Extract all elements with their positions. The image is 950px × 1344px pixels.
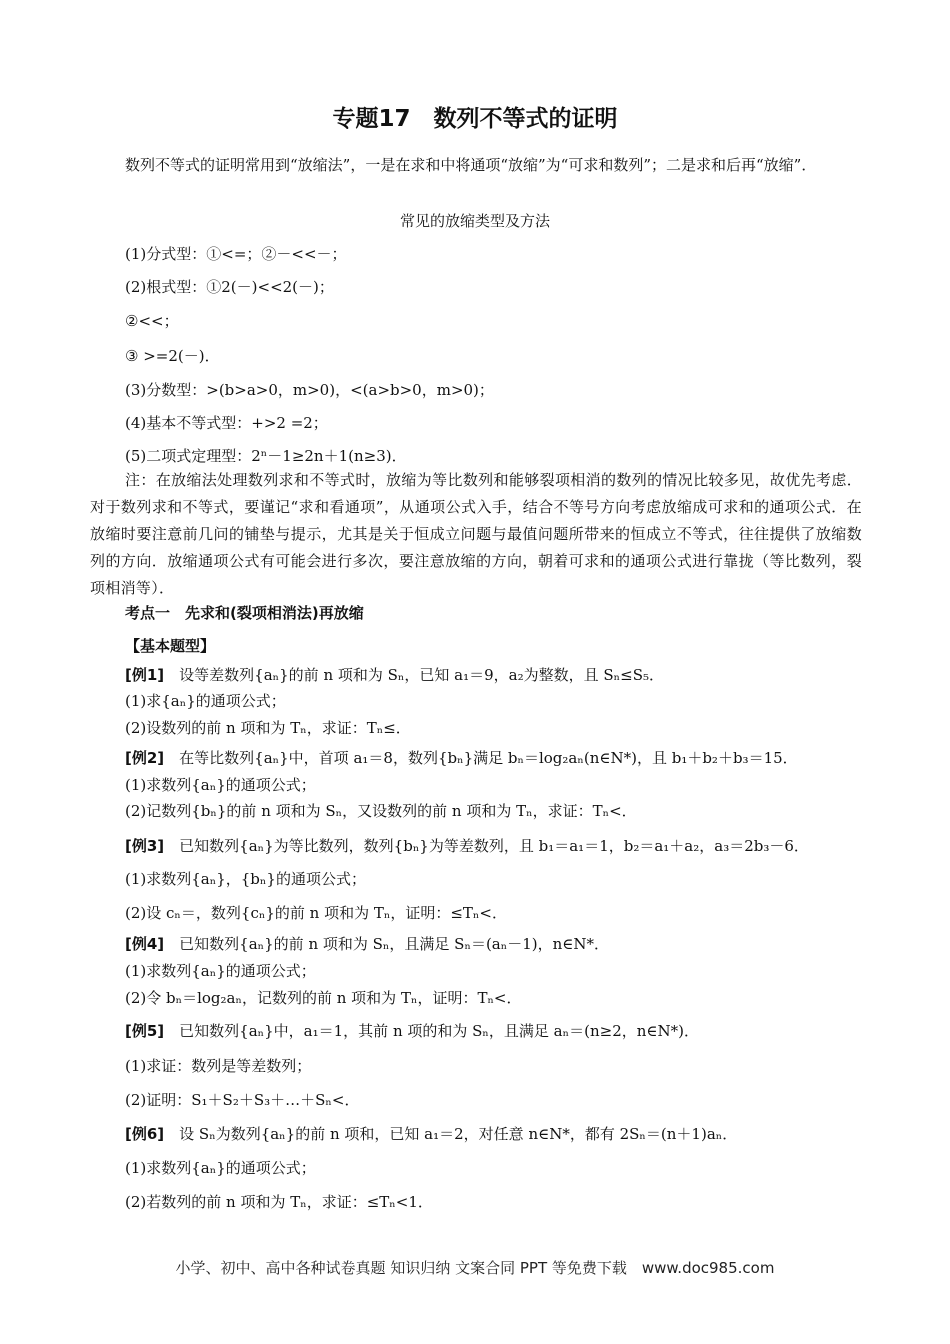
example-part: (2)若数列的前 n 项和为 Tₙ，求证：≤Tₙ<1． [125, 1193, 433, 1211]
example-text: 设等差数列{aₙ}的前 n 项和为 Sₙ，已知 a₁＝9，a₂为整数，且 Sₙ≤S₅． [164, 666, 665, 684]
example-3 [125, 836, 809, 856]
example-text: 已知数列{aₙ}中，a₁＝1，其前 n 项的和为 Sₙ，且满足 aₙ＝(n≥2，n∈N*)． [164, 1022, 699, 1040]
example-part: (2)令 bₙ＝log₂aₙ，记数列的前 n 项和为 Tₙ，证明：Tₙ<． [125, 989, 522, 1007]
example-part: (1)求数列{aₙ}的通项公式； [125, 776, 316, 794]
example-2 [125, 748, 798, 768]
type-item: (3)分数型：>(b>a>0，m>0)，<(a>b>0，m>0)； [125, 381, 494, 399]
type-item: ③ >=2(－)． [125, 347, 220, 365]
example-text: 设 Sₙ为数列{aₙ}的前 n 项和，已知 a₁＝2，对任意 n∈N*，都有 2Sₙ＝(n＋1)aₙ． [164, 1125, 738, 1143]
example-part: (1)求{aₙ}的通项公式； [125, 692, 286, 710]
example-part: (1)求数列{aₙ}的通项公式； [125, 1159, 316, 1177]
example-label: [例2] [125, 749, 165, 767]
type-item: (5)二项式定理型：2ⁿ－1≥2n＋1(n≥3)． [125, 447, 407, 465]
type-item: ②<<； [125, 312, 179, 330]
page-title: 专题17 数列不等式的证明 [332, 106, 618, 132]
example-part: (2)设数列的前 n 项和为 Tₙ，求证：Tₙ≤． [125, 719, 411, 737]
example-text: 已知数列{aₙ}为等比数列，数列{bₙ}为等差数列，且 b₁＝a₁＝1，b₂＝a₁＋a₂，a₃＝2b₃－6． [164, 837, 809, 855]
example-label: [例4] [125, 935, 165, 953]
example-part: (1)求数列{aₙ}的通项公式； [125, 962, 316, 980]
example-4 [125, 934, 609, 954]
example-1 [125, 665, 664, 685]
example-part: (2)设 cₙ＝，数列{cₙ}的前 n 项和为 Tₙ，证明：≤Tₙ<． [125, 904, 507, 922]
example-part: (1)求数列{aₙ}，{bₙ}的通项公式； [125, 870, 366, 888]
example-text: 在等比数列{aₙ}中，首项 a₁＝8，数列{bₙ}满足 bₙ＝log₂aₙ(n∈N*)，且 b₁＋b₂＋b₃＝15． [164, 749, 798, 767]
intro-paragraph: 数列不等式的证明常用到“放缩法”，一是在求和中将通项“放缩”为“可求和数列”；二是求和后再“放缩”． [125, 156, 817, 174]
note-paragraph: 注：在放缩法处理数列求和不等式时，放缩为等比数列和能够裂项相消的数列的情况比较多见，故优先考虑．对于数列求和不等式，要谨记“求和看通项”，从通项公式入手，结合不等号方向考虑放缩成可求和的通项公式．在放缩时要注意前几问的铺垫与提示，尤其是关于恒成立问题与最值问题所带来的恒成立不等式，往往提供了放缩数列的方向．放缩通项公式有可能会进行多次，要注意放缩的方向，朝着可求和的通项公式进行靠拢（等比数列，裂项相消等）． [90, 471, 862, 597]
type-item: (2)根式型：①2(－)<<2(－)； [125, 278, 334, 296]
example-label: [例5] [125, 1022, 165, 1040]
example-label: [例1] [125, 666, 165, 684]
basic-heading: 【基本题型】 [125, 637, 216, 655]
example-part: (2)证明：S₁＋S₂＋S₃＋…＋Sₙ<． [125, 1091, 360, 1109]
type-item: (1)分式型：①<=；②－<<－； [125, 245, 347, 263]
example-text: 已知数列{aₙ}的前 n 项和为 Sₙ，且满足 Sₙ＝(aₙ－1)，n∈N*． [164, 935, 610, 953]
example-5 [125, 1021, 699, 1041]
footer-text: 小学、初中、高中各种试卷真题 知识归纳 文案合同 PPT 等免费下载 www.doc985.com [175, 1259, 775, 1277]
section-subheading: 常见的放缩类型及方法 [399, 212, 550, 230]
example-part: (2)记数列{bₙ}的前 n 项和为 Sₙ，又设数列的前 n 项和为 Tₙ，求证：Tₙ<． [125, 802, 637, 820]
example-6 [125, 1124, 737, 1144]
section-heading: 考点一 先求和(裂项相消法)再放缩 [125, 604, 364, 622]
example-label: [例6] [125, 1125, 165, 1143]
type-item: (4)基本不等式型：+>2 =2； [125, 414, 328, 432]
example-part: (1)求证：数列是等差数列； [125, 1057, 312, 1075]
example-label: [例3] [125, 837, 165, 855]
